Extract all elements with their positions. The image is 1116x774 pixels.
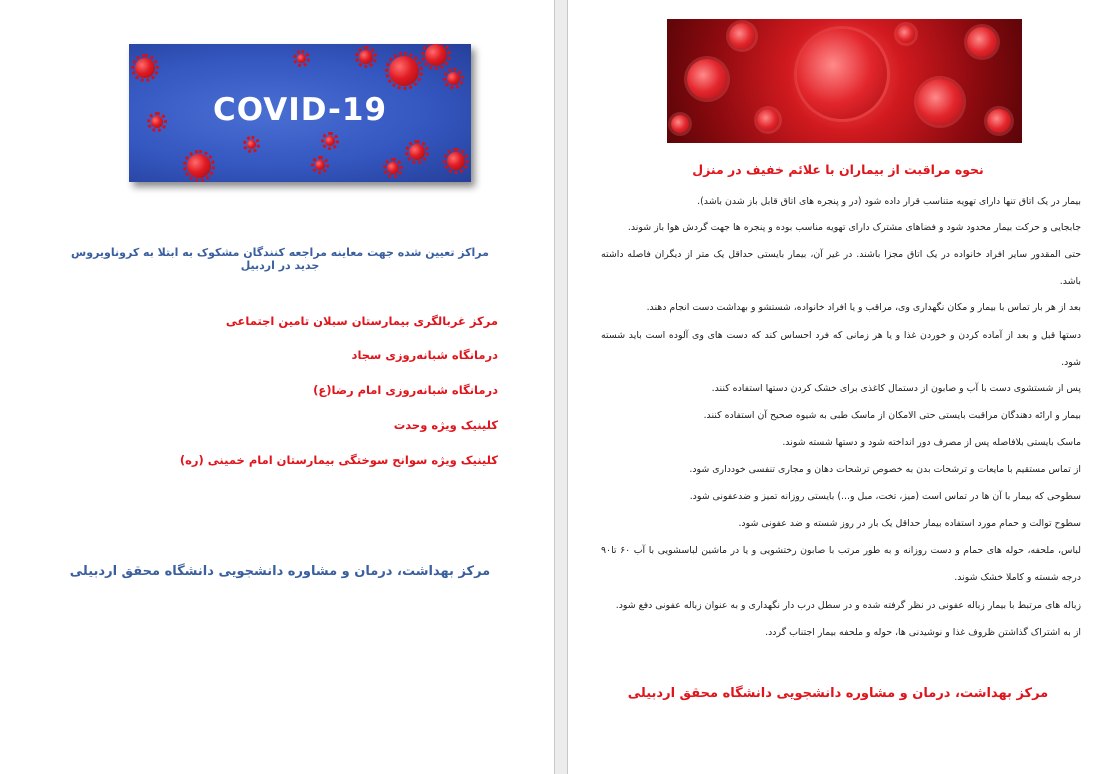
care-paragraph: حتی المقدور سایر افراد خانواده در یک اتاق مجزا باشند. در غیر آن، بیمار بایستی حداقل یک متر از دیگران فاصله داشته باشد. [601,249,1081,287]
care-paragraph: جابجایی و حرکت بیمار محدود شود و فضاهای مشترک دارای تهویه مناسب بوده و پنجره ها جهت گردش هوا باز شوند. [627,222,1081,233]
centers-heading: مراکز تعیین شده جهت معاینه مراجعه کنندگان مشکوک به ابتلا به کروناویروس جدید در اردبیل [71,246,489,272]
care-paragraph: بعد از هر بار تماس با بیمار و مکان نگهداری وی، مراقب و یا افراد خانواده، شستشو و بهداشت دست انجام دهند. [646,302,1081,313]
care-paragraph: بیمار در یک اتاق تنها دارای تهویه متناسب قرار داده شود (در و پنجره های اتاق قابل باز شدن باشد). [697,196,1081,207]
right-page [567,0,1116,774]
coronavirus-photo [667,19,1022,143]
care-title: نحوه مراقبت از بیماران با علائم خفیف در منزل [692,162,984,177]
care-paragraph: دستها قبل و بعد از آماده کردن و خوردن غذا و یا هر زمانی که فرد احساس کند که دست های وی آلوده است باید شسته شود. [601,330,1081,368]
covid-banner-image [129,44,471,182]
center-item: درمانگاه شبانه‌روزی امام رضا(ع) [313,383,498,397]
right-footer: مرکز بهداشت، درمان و مشاوره دانشجویی دانشگاه محقق اردبیلی [627,686,1049,701]
center-item: درمانگاه شبانه‌روزی سجاد [351,348,498,362]
left-page [0,0,555,774]
care-paragraph: سطوح توالت و حمام مورد استفاده بیمار حداقل یک بار در روز شسته و ضد عفونی شود. [738,518,1081,529]
care-paragraph: سطوحی که بیمار با آن ها در تماس است (میز، تخت، مبل و...) بایستی روزانه تمیز و ضدعفونی شود. [689,491,1081,502]
care-paragraph: از به اشتراک گذاشتن ظروف غذا و نوشیدنی ها، حوله و ملحفه بیمار اجتناب گردد. [765,627,1081,638]
care-paragraph: زباله های مرتبط با بیمار زباله عفونی در نظر گرفته شده و در سطل درب دار نگهداری و به عنوان زباله عفونی دفع شود. [615,600,1081,611]
center-item: کلینیک ویژه سوانح سوختگی بیمارستان امام خمینی (ره) [179,453,498,467]
banner-title: COVID-19 [212,92,388,128]
care-paragraph: پس از شستشوی دست با آب و صابون از دستمال کاغذی برای خشک کردن دستها استفاده کنند. [711,383,1081,394]
care-paragraph: از تماس مستقیم با مایعات و ترشحات بدن به خصوص ترشحات دهان و مجاری تنفسی خودداری شود. [689,464,1081,475]
center-item: کلینیک ویژه وحدت [393,418,498,432]
care-paragraph: لباس، ملحفه، حوله های حمام و دست روزانه و به طور مرتب با صابون رختشویی و یا در ماشین لباسشویی با آب ۶۰ تا۹۰ درجه شسته و کاملا خشک شوند. [601,545,1081,583]
center-item: مرکز غربالگری بیمارستان سبلان تامین اجتماعی [225,314,498,328]
left-footer: مرکز بهداشت، درمان و مشاوره دانشجویی دانشگاه محقق اردبیلی [69,564,491,579]
care-paragraph: ماسک بایستی بلافاصله پس از مصرف دور انداخته شود و دستها شسته شوند. [782,437,1081,448]
care-paragraph: بیمار و ارائه دهندگان مراقبت بایستی حتی الامکان از ماسک طبی به شیوه صحیح آن استفاده کنند. [703,410,1081,421]
